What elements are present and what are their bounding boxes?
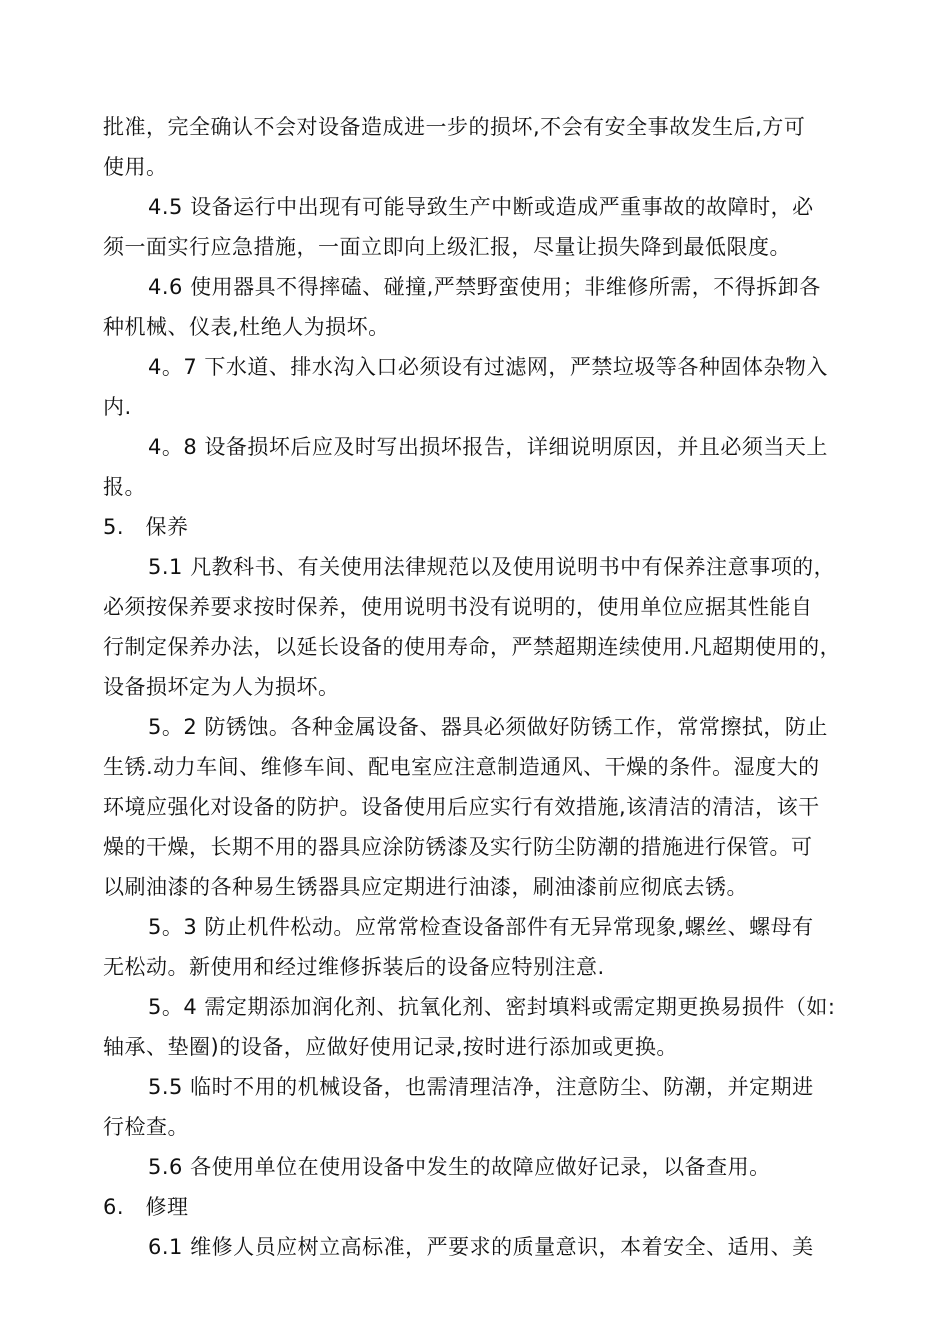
text-line: 生锈.动力车间、维修车间、配电室应注意制造通风、干燥的条件。湿度大的 <box>103 755 820 779</box>
text-line: 无松动。新使用和经过维修拆装后的设备应特别注意. <box>103 955 605 979</box>
text-line: 5。3 防止机件松动。应常常检查设备部件有无异常现象,螺丝、螺母有 <box>148 915 814 939</box>
text-line: 4。8 设备损坏后应及时写出损坏报告，详细说明原因，并且必须当天上 <box>148 435 828 459</box>
text-line: 报。 <box>103 475 146 499</box>
text-line: 设备损坏定为人为损坏。 <box>103 675 340 699</box>
text-line: 5.1 凡教科书、有关使用法律规范以及使用说明书中有保养注意事项的， <box>148 555 836 579</box>
text-line: 行制定保养办法，以延长设备的使用寿命，严禁超期连续使用.凡超期使用的， <box>103 635 842 659</box>
text-line: 4.5 设备运行中出现有可能导致生产中断或造成严重事故的故障时，必 <box>148 195 814 219</box>
text-line: 必须按保养要求按时保养，使用说明书没有说明的，使用单位应据其性能自 <box>103 595 813 619</box>
text-line: 轴承、垫圈)的设备，应做好使用记录,按时进行添加或更换。 <box>103 1035 678 1059</box>
text-line: 5.5 临时不用的机械设备，也需清理洁净，注意防尘、防潮，并定期进 <box>148 1075 814 1099</box>
text-line: 环境应强化对设备的防护。设备使用后应实行有效措施,该清洁的清洁，该干 <box>103 795 820 819</box>
section-heading: 6. 修理 <box>103 1195 189 1219</box>
text-line: 批准，完全确认不会对设备造成进一步的损坏,不会有安全事故发生后,方可 <box>103 115 806 139</box>
text-line: 须一面实行应急措施，一面立即向上级汇报，尽量让损失降到最低限度。 <box>103 235 791 259</box>
text-line: 内. <box>103 395 132 419</box>
text-line: 种机械、仪表,杜绝人为损坏。 <box>103 315 390 339</box>
text-line: 5.6 各使用单位在使用设备中发生的故障应做好记录，以备查用。 <box>148 1155 771 1179</box>
text-line: 燥的干燥，长期不用的器具应涂防锈漆及实行防尘防潮的措施进行保管。可 <box>103 835 813 859</box>
text-line: 行检查。 <box>103 1115 189 1139</box>
text-line: 6.1 维修人员应树立高标准，严要求的质量意识，本着安全、适用、美 <box>148 1235 814 1259</box>
text-line: 4。7 下水道、排水沟入口必须设有过滤网，严禁垃圾等各种固体杂物入 <box>148 355 828 379</box>
text-line: 5。4 需定期添加润化剂、抗氧化剂、密封填料或需定期更换易损件（如: <box>148 995 836 1019</box>
text-line: 4.6 使用器具不得摔磕、碰撞,严禁野蛮使用；非维修所需，不得拆卸各 <box>148 275 821 299</box>
text-line: 以刷油漆的各种易生锈器具应定期进行油漆，刷油漆前应彻底去锈。 <box>103 875 748 899</box>
text-line: 5。2 防锈蚀。各种金属设备、器具必须做好防锈工作，常常擦拭，防止 <box>148 715 828 739</box>
text-line: 使用。 <box>103 155 168 179</box>
section-heading: 5. 保养 <box>103 515 189 539</box>
